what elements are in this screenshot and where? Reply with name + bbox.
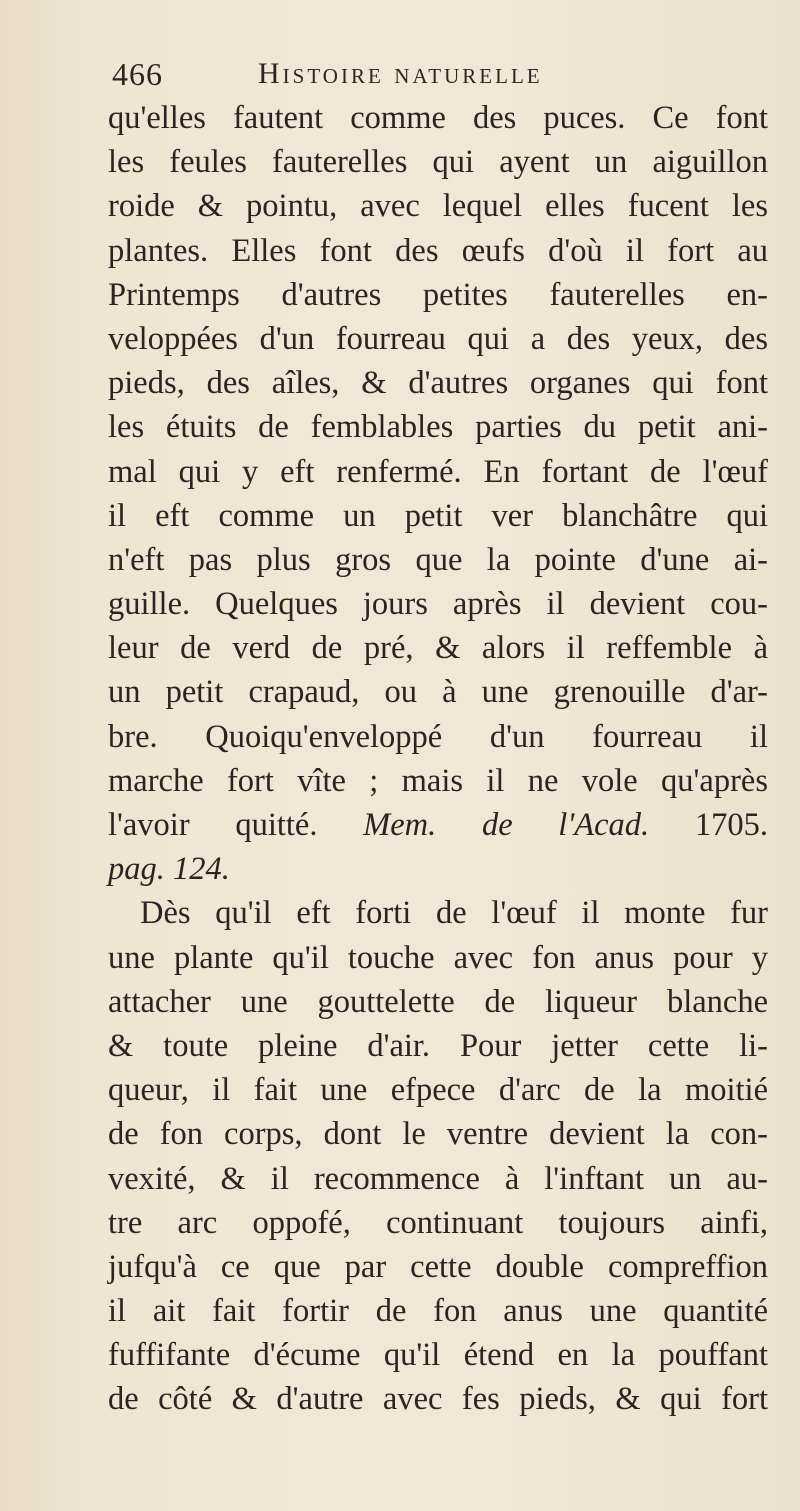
text-line: guille. Quelques jours après il devient cou- xyxy=(108,586,768,623)
text-line: bre. Quoiqu'enveloppé d'un fourreau il xyxy=(108,718,768,755)
text-line: queur, il fait une efpece d'arc de la moitié xyxy=(108,1072,768,1109)
text-line: qu'elles fautent comme des puces. Ce font xyxy=(108,100,768,136)
text-line: leur de verd de pré, & alors il reffemble à xyxy=(108,630,768,667)
text-line: de fon corps, dont le ventre devient la con- xyxy=(108,1116,768,1153)
page-reference: pag. 124. xyxy=(108,851,230,888)
body-text xyxy=(108,96,768,1422)
text-line: fuffifante d'écume qu'il étend en la pouffant xyxy=(108,1337,768,1374)
citation-text: Mem. de l'Acad. xyxy=(363,807,650,843)
text-segment: l'avoir quitté. xyxy=(108,807,318,843)
text-line: vexité, & il recommence à l'inftant un au- xyxy=(108,1160,768,1197)
text-line: un petit crapaud, ou à une grenouille d'ar- xyxy=(108,674,768,711)
text-line: roide & pointu, avec lequel elles fucent les xyxy=(108,188,768,225)
text-line: mal qui y eft renfermé. En fortant de l'œuf xyxy=(108,453,768,490)
text-line: il ait fait fortir de fon anus une quantité xyxy=(108,1293,768,1330)
page-header xyxy=(112,52,752,96)
text-line: marche fort vîte ; mais il ne vole qu'après xyxy=(108,762,768,799)
text-line: tre arc oppofé, continuant toujours ainfi, xyxy=(108,1204,768,1241)
text-line: Dès qu'il eft forti de l'œuf il monte fur xyxy=(140,895,768,932)
text-line: veloppées d'un fourreau qui a des yeux, des xyxy=(108,320,768,357)
text-line: jufqu'à ce que par cette double compreffion xyxy=(108,1248,768,1285)
text-line: n'eft pas plus gros que la pointe d'une ai- xyxy=(108,541,768,578)
text-line: Printemps d'autres petites fauterelles en- xyxy=(108,276,768,313)
text-line: les feules fauterelles qui ayent un aiguillon xyxy=(108,144,768,181)
text-line: pieds, des aîles, & d'autres organes qui font xyxy=(108,365,768,402)
text-line: de côté & d'autre avec fes pieds, & qui fort xyxy=(108,1381,768,1418)
citation-line xyxy=(108,803,768,847)
text-line: attacher une gouttelette de liqueur blanche xyxy=(108,983,768,1020)
page-number: 466 xyxy=(112,56,163,92)
running-title: Histoire naturelle xyxy=(258,57,543,90)
text-segment: 1705. xyxy=(694,807,768,843)
text-line: les étuits de femblables parties du petit ani- xyxy=(108,409,768,446)
text-line: une plante qu'il touche avec fon anus pour y xyxy=(108,939,768,976)
text-line: plantes. Elles font des œufs d'où il fort au xyxy=(108,232,768,269)
text-line: il eft comme un petit ver blanchâtre qui xyxy=(108,497,768,534)
text-line: & toute pleine d'air. Pour jetter cette li- xyxy=(108,1027,768,1064)
